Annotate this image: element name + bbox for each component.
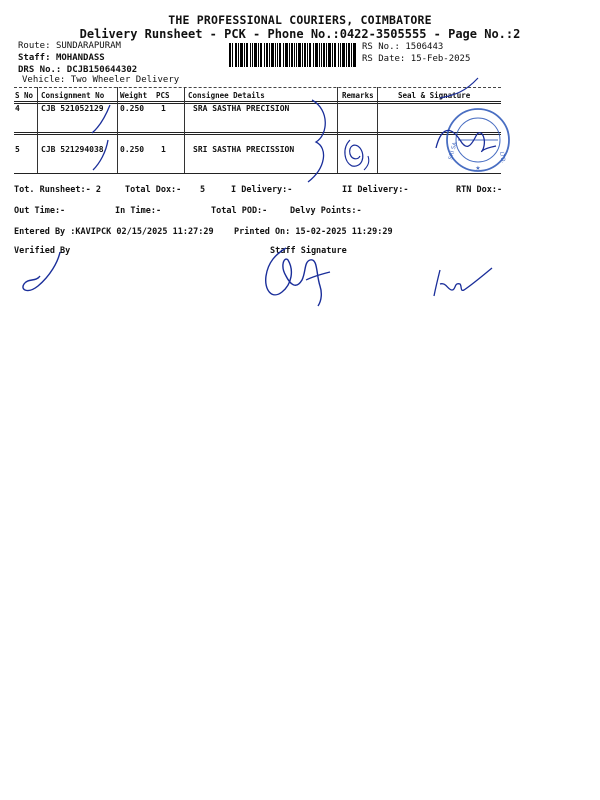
- table-row-rule-2: [14, 134, 501, 135]
- tot-runsheet: Tot. Runsheet:- 2: [14, 185, 101, 195]
- company-stamp: [447, 109, 509, 172]
- staff-value: MOHANDASS: [55, 53, 105, 63]
- row-consignee: SRI SASTHA PRECISSION: [193, 145, 295, 154]
- rs-date-row: [362, 54, 470, 64]
- col-header-sno: S No: [15, 91, 34, 100]
- remarks-scribble: [345, 140, 363, 166]
- rs-no-row: [362, 42, 443, 52]
- row-consignment: CJB 521294038: [41, 145, 104, 154]
- col-header-weight: Weight: [120, 91, 148, 100]
- row-sno: 5: [15, 145, 20, 154]
- rtn-dox: RTN Dox:-: [456, 185, 503, 195]
- table-header-rule: [14, 101, 501, 102]
- entered-by: Entered By :KAVIPCK 02/15/2025 11:27:29: [14, 227, 214, 237]
- staff-signature-tail: [306, 272, 330, 280]
- in-time: In Time:-: [115, 206, 162, 216]
- total-dox-label: Total Dox:-: [125, 185, 182, 195]
- total-dox-value: 5: [200, 185, 206, 195]
- page-title: THE PROFESSIONAL COURIERS, COIMBATORE: [168, 13, 432, 27]
- stamp-text-right: LTD.: [498, 151, 506, 164]
- delvy-points: Delvy Points:-: [290, 206, 362, 216]
- col-divider: [377, 87, 378, 173]
- printed-on: Printed On: 15-02-2025 11:29:29: [234, 227, 393, 237]
- i-delivery: I Delivery:-: [231, 185, 293, 195]
- row-weight: 0.250: [120, 104, 145, 113]
- col-header-consignment: Consignment No: [41, 91, 105, 100]
- staff-row: [18, 53, 105, 63]
- row-consignee: SRA SASTHA PRECISION: [193, 104, 290, 113]
- row-pcs: 1: [161, 104, 166, 113]
- staff-label: Staff:: [18, 53, 51, 63]
- col-divider: [117, 87, 118, 173]
- vehicle-label: Vehicle:: [22, 75, 66, 85]
- verified-by-signature: [23, 252, 60, 290]
- col-header-pcs: PCS: [156, 91, 170, 100]
- route-row: [18, 41, 121, 51]
- col-header-consignee: Consignee Details: [188, 91, 265, 100]
- right-initials: [434, 268, 492, 296]
- row-sno: 4: [15, 104, 20, 113]
- table-top-rule: [14, 87, 501, 88]
- staff-signature-label: Staff Signature: [270, 246, 347, 256]
- col-divider: [337, 87, 338, 173]
- table-bottom-rule: [14, 173, 501, 174]
- stamp-star: ★: [475, 165, 481, 172]
- col-header-remarks: Remarks: [342, 91, 374, 100]
- table-row-rule: [14, 132, 501, 133]
- col-header-seal-signature: Seal & Signature: [398, 91, 471, 100]
- barcode: [229, 43, 356, 67]
- rs-no-value: 1506443: [405, 42, 444, 52]
- rs-date-label: RS Date:: [362, 54, 406, 64]
- remarks-hook: [364, 156, 369, 170]
- drs-row: [18, 65, 137, 75]
- row-pcs: 1: [161, 145, 166, 154]
- brace-mark: [308, 100, 325, 182]
- col-divider: [37, 87, 38, 173]
- rs-date-value: 15-Feb-2025: [410, 54, 471, 64]
- page-subtitle: Delivery Runsheet - PCK - Phone No.:0422-3505555 - Page No.:2: [79, 27, 521, 41]
- staff-signature: [266, 248, 322, 306]
- drs-value: DCJB150644302: [66, 65, 138, 75]
- ii-delivery: II Delivery:-: [342, 185, 409, 195]
- row-consignment: CJB 521052129: [41, 104, 104, 113]
- vehicle-row: [22, 75, 179, 85]
- drs-label: DRS No.:: [18, 65, 62, 75]
- rs-no-label: RS No.:: [362, 42, 400, 52]
- col-divider: [184, 87, 185, 173]
- stamp-text-left: SRI SA: [448, 141, 459, 161]
- out-time: Out Time:-: [14, 206, 66, 216]
- verified-by: Verified By: [14, 246, 71, 256]
- total-pod: Total POD:-: [211, 206, 268, 216]
- vehicle-value: Two Wheeler Delivery: [70, 75, 180, 85]
- row-weight: 0.250: [120, 145, 145, 154]
- route-value: SUNDARAPURAM: [55, 41, 121, 51]
- route-label: Route:: [18, 41, 51, 51]
